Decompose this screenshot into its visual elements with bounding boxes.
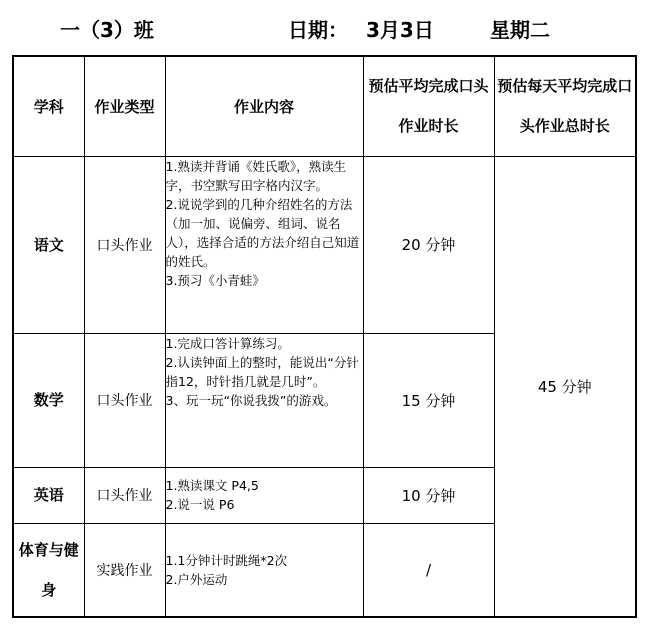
duration-cell: / <box>363 523 494 617</box>
class-name: 一（3）班 <box>60 18 154 42</box>
content-line: 2.说一说 P6 <box>165 497 235 512</box>
column-header-content: 作业内容 <box>165 56 363 156</box>
column-header-total-duration: 预估每天平均完成口头作业总时长 <box>494 56 636 156</box>
content-line: 1.完成口答计算练习。 <box>165 335 290 351</box>
content-cell <box>165 333 363 467</box>
subject-cell: 英语 <box>13 467 84 523</box>
content-line: 1.熟读并背诵《姓氏歌》，熟读生字，书空默写田字格内汉字。 <box>165 158 347 193</box>
content-line: 1.1分钟计时跳绳*2次 <box>165 552 288 568</box>
column-header-avg-duration: 预估平均完成口头作业时长 <box>363 56 494 156</box>
column-header-subject: 学科 <box>13 56 84 156</box>
content-line: 3.预习《小青蛙》 <box>165 272 265 288</box>
table-header-row <box>13 56 636 156</box>
type-cell: 口头作业 <box>84 467 165 523</box>
date-value: 3月3日 <box>366 18 434 42</box>
content-line: 3、玩一玩“你说我拨”的游戏。 <box>165 392 337 408</box>
page-header <box>0 8 645 44</box>
content-line: 2.户外运动 <box>165 571 228 587</box>
duration-cell: 15 分钟 <box>363 333 494 467</box>
date-label: 日期： <box>288 18 348 42</box>
subject-cell: 数学 <box>13 333 84 467</box>
content-line: 1.熟读课文 P4,5 <box>165 478 259 493</box>
duration-cell: 20 分钟 <box>363 156 494 333</box>
subject-cell: 体育与健身 <box>13 523 84 617</box>
weekday: 星期二 <box>490 18 550 42</box>
homework-table <box>12 55 637 618</box>
type-cell: 口头作业 <box>84 156 165 333</box>
content-cell <box>165 467 363 523</box>
table-row <box>13 156 636 333</box>
content-cell <box>165 523 363 617</box>
type-cell: 实践作业 <box>84 523 165 617</box>
content-line: 2.认读钟面上的整时，能说出“分针指12，时针指几就是几时”。 <box>165 354 359 389</box>
content-line: 2.说说学到的几种介绍姓名的方法（加一加、说偏旁、组词、说名人），选择合适的方法介绍自己知道的姓氏。 <box>165 196 360 269</box>
column-header-type: 作业类型 <box>84 56 165 156</box>
total-duration-cell: 45 分钟 <box>494 156 636 617</box>
duration-cell: 10 分钟 <box>363 467 494 523</box>
type-cell: 口头作业 <box>84 333 165 467</box>
subject-cell: 语文 <box>13 156 84 333</box>
content-cell <box>165 156 363 333</box>
